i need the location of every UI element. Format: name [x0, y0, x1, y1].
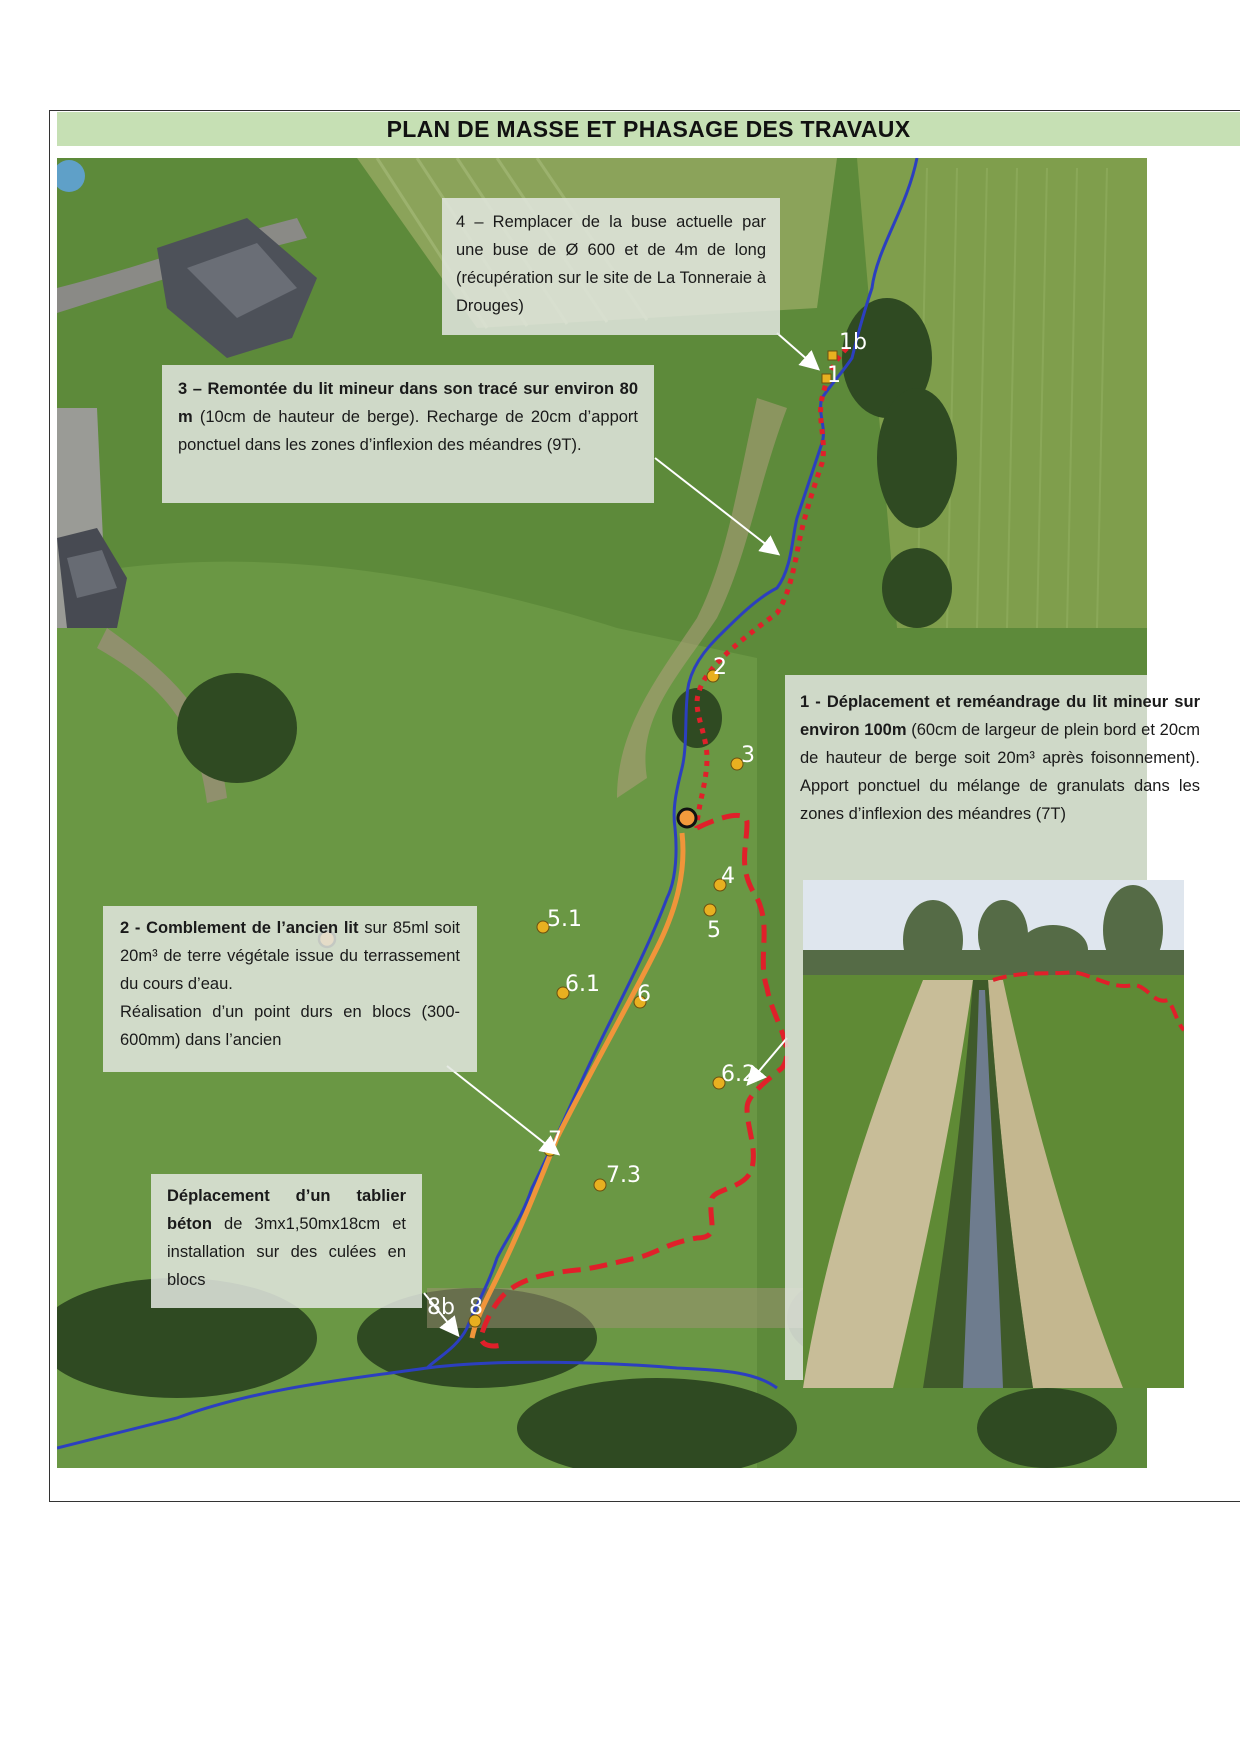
label-6-2: 6.2: [721, 1062, 756, 1087]
callout-step-1: [790, 680, 1210, 880]
callout-bridge-move: [151, 1174, 422, 1308]
label-4: 4: [721, 864, 735, 889]
callout-step-4: [442, 198, 780, 335]
label-1b: 1b: [839, 330, 867, 355]
page-title: PLAN DE MASSE ET PHASAGE DES TRAVAUX: [57, 112, 1240, 146]
marker-5: [704, 904, 716, 916]
callout-step-2: [103, 906, 477, 1072]
site-photo-svg: [803, 880, 1184, 1388]
callout-2-text: sur 85ml soit 20m³ de terre végétale issue du terrassement du cours d’eau.: [120, 919, 460, 993]
label-6: 6: [637, 982, 651, 1007]
label-7: 7: [548, 1128, 562, 1153]
callout-5-text: de 3mx1,50mx18cm et installation sur des culées en blocs: [167, 1215, 406, 1289]
marker-1b: [828, 351, 837, 360]
label-8: 8: [469, 1295, 483, 1320]
label-8b: 8b: [427, 1295, 455, 1320]
callout-4-text: 4 – Remplacer de la buse actuelle par une buse de Ø 600 et de 4m de long (récupération sur le site de La Tonneraie à Drouges): [456, 213, 766, 315]
hard-point-marker: [678, 809, 696, 827]
label-1: 1: [827, 363, 841, 388]
label-2: 2: [713, 655, 727, 680]
callout-3-text: (10cm de hauteur de berge). Recharge de 20cm d’apport ponctuel dans les zones d’inflexion des méandres (9T).: [178, 408, 638, 454]
callout-1-bold: 1 - Déplacement et reméandrage du lit mineur sur environ 100m: [800, 693, 1200, 739]
label-5: 5: [707, 918, 721, 943]
callout-step-3: [162, 365, 654, 503]
callout-1-text: (60cm de largeur de plein bord et 20cm de hauteur de berge soit 20m³ après foisonnement). Apport ponctuel du mélange de granulats dans les zones d’inflexion des méandres (7T): [800, 721, 1200, 823]
site-photo: [803, 880, 1184, 1388]
callout-5-bold: Déplacement d’un tablier béton: [167, 1187, 406, 1233]
label-3: 3: [741, 743, 755, 768]
label-7-3: 7.3: [606, 1163, 641, 1188]
callout-3-bold: 3 – Remontée du lit mineur dans son tracé sur environ 80 m: [178, 380, 638, 426]
marker-7-3: [594, 1179, 606, 1191]
callout-2-bold: 2 - Comblement de l’ancien lit: [120, 919, 359, 937]
label-5-1: 5.1: [547, 907, 582, 932]
callout-2-text2: Réalisation d’un point durs en blocs (300-600mm) dans l’ancien: [120, 1003, 460, 1049]
label-6-1: 6.1: [565, 972, 600, 997]
